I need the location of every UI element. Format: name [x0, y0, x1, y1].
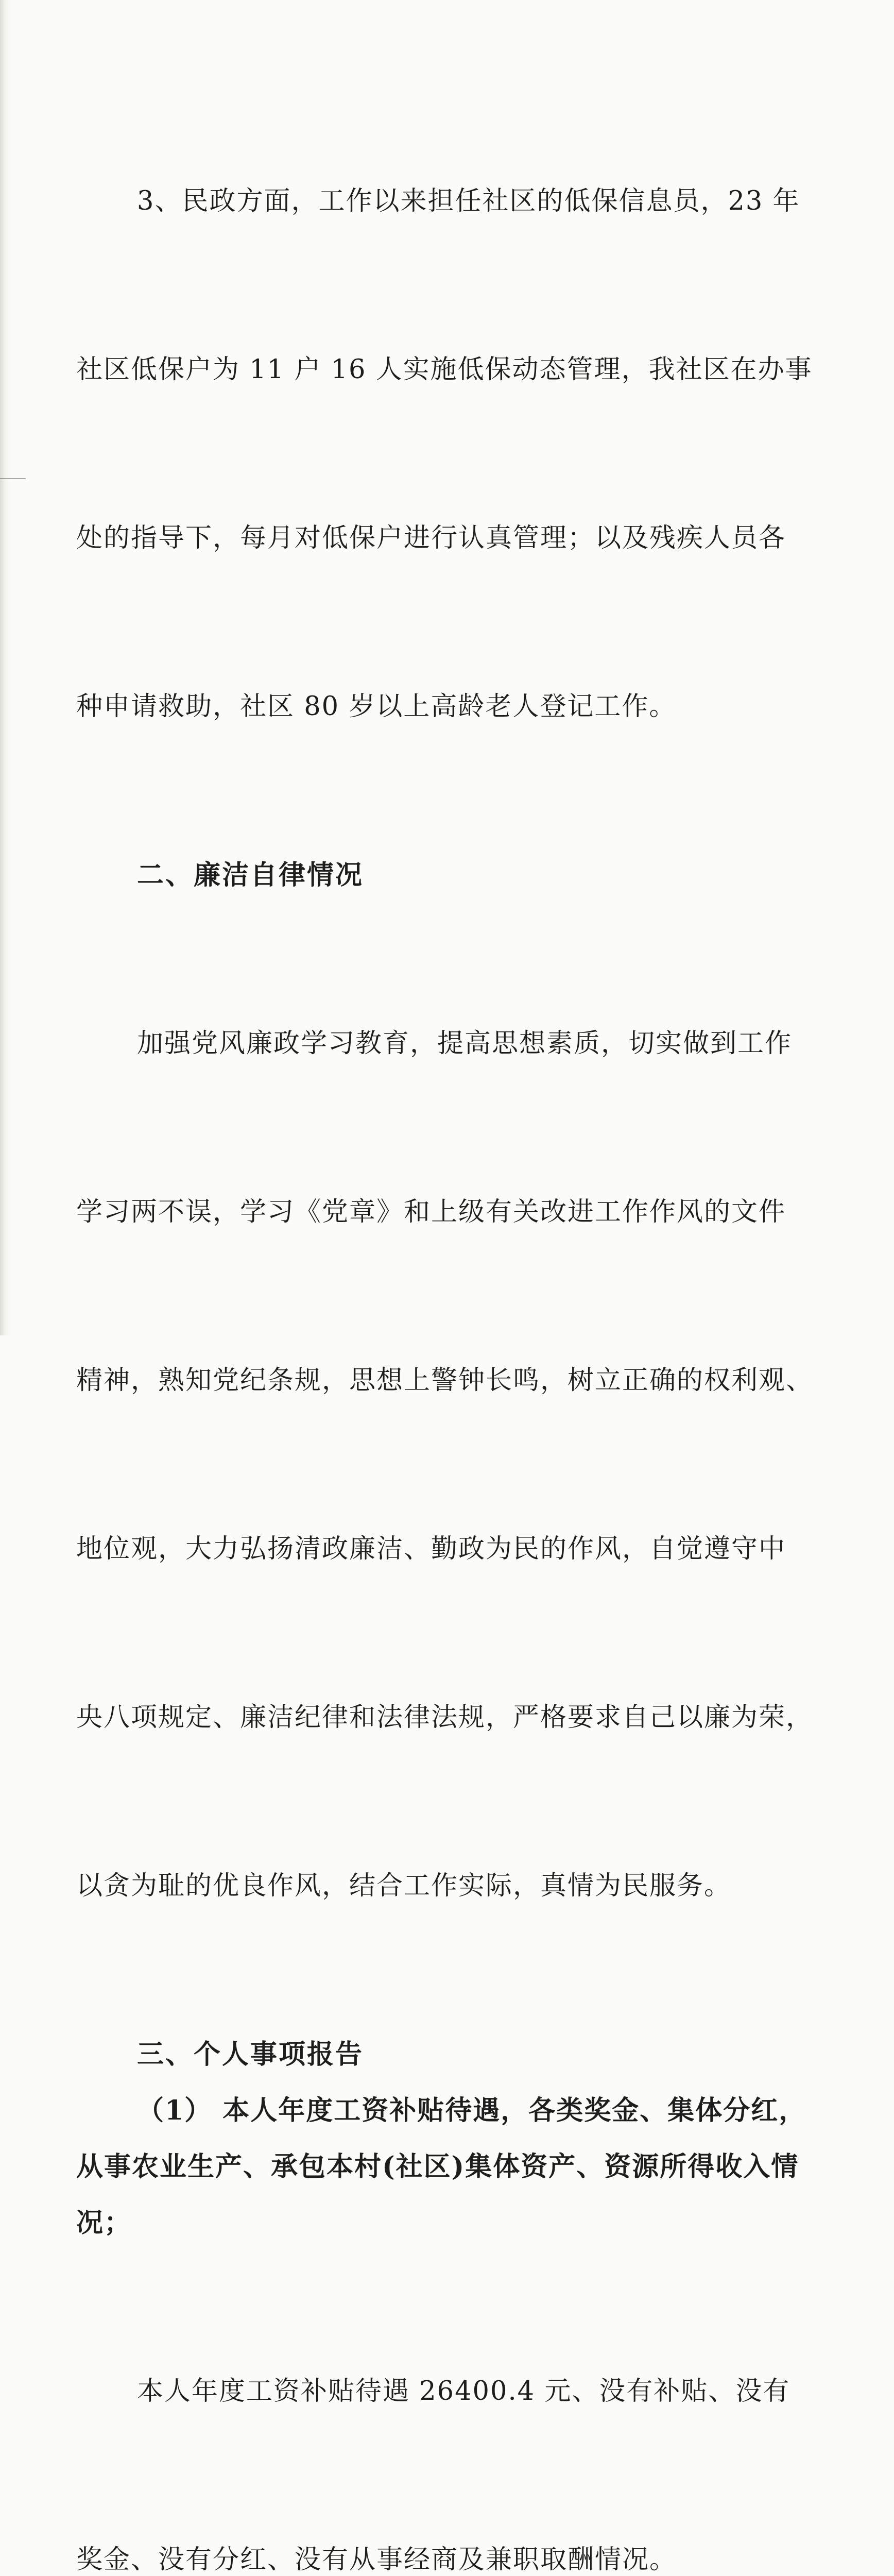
text-line: 处的指导下，每月对低保户进行认真管理；以及残疾人员各 [76, 523, 786, 553]
scan-edge-mark [0, 478, 26, 479]
text-line: 社区低保户为 11 户 16 人实施低保动态管理，我社区在办事 [76, 354, 813, 385]
paragraph-item-1 [76, 2251, 823, 2576]
paragraph-civil-affairs [76, 61, 823, 847]
item-heading-1 [76, 2082, 823, 2251]
section-heading-integrity [76, 847, 823, 903]
heading-text: 二、廉洁自律情况 [137, 859, 364, 891]
text-line: 本人年度工资补贴待遇 26400.4 元、没有补贴、没有 [137, 2376, 790, 2406]
text-line: 3、民政方面，工作以来担任社区的低保信息员，23 年 [137, 186, 800, 216]
text-line: 奖金、没有分红、没有从事经商及兼职取酬情况。 [76, 2545, 677, 2575]
text-line: 从事农业生产、承包本村(社区)集体资产、资源所得收入情 [76, 2151, 799, 2182]
section-heading-personal-report [76, 2026, 823, 2082]
text-line: 种申请救助，社区 80 岁以上高龄老人登记工作。 [76, 691, 677, 722]
document-body [76, 61, 823, 2576]
paragraph-integrity [76, 903, 823, 2026]
text-line: 地位观，大力弘扬清政廉洁、勤政为民的作风，自觉遵守中 [76, 1534, 786, 1564]
text-line: （1） 本人年度工资补贴待遇，各类奖金、集体分红， [137, 2095, 807, 2126]
text-line: 以贪为耻的优良作风，结合工作实际，真情为民服务。 [76, 1871, 732, 1901]
text-line: 学习两不误，学习《党章》和上级有关改进工作作风的文件 [76, 1197, 786, 1227]
heading-text: 三、个人事项报告 [137, 2039, 364, 2070]
text-line: 加强党风廉政学习教育，提高思想素质，切实做到工作 [137, 1028, 793, 1059]
text-line: 况； [76, 2207, 132, 2239]
text-line: 精神，熟知党纪条规，思想上警钟长鸣，树立正确的权利观、 [76, 1365, 814, 1396]
text-line: 央八项规定、廉洁纪律和法律法规，严格要求自己以廉为荣， [76, 1702, 814, 1733]
